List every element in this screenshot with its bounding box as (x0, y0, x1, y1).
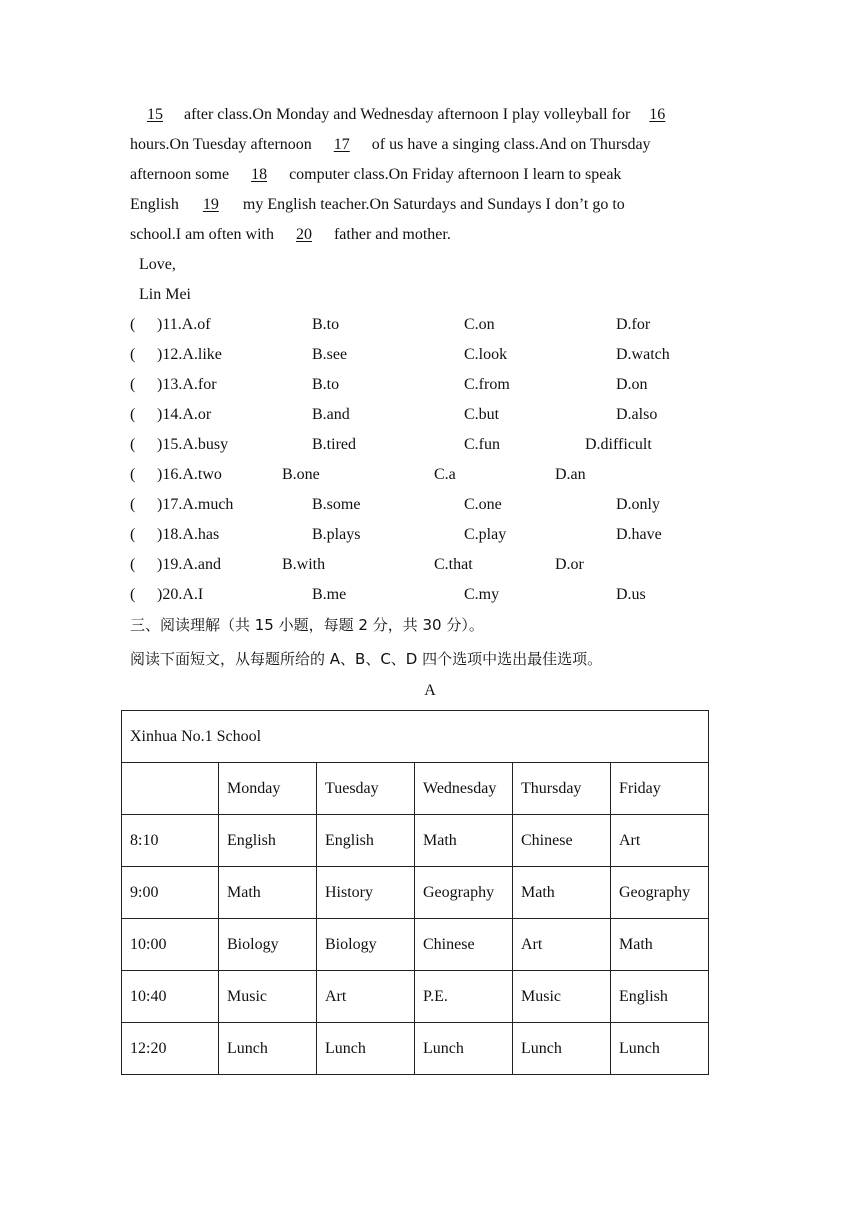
subject-cell: Art (317, 971, 415, 1023)
question-option-c: C.one (464, 496, 502, 513)
table-row (122, 867, 709, 919)
question-row (130, 495, 730, 515)
subject-cell: Chinese (513, 815, 611, 867)
letter-text: my English teacher.On Saturdays and Sundays I don’t go to (238, 196, 625, 213)
subject-cell: P.E. (415, 971, 513, 1023)
subject-cell: English (611, 971, 709, 1023)
letter-line-2 (130, 135, 651, 155)
subject-cell: Math (513, 867, 611, 919)
question-option-a: )19.A.and (157, 556, 221, 573)
subject-cell: History (317, 867, 415, 919)
letter-text: English (130, 196, 183, 213)
subject-cell: Art (611, 815, 709, 867)
question-row (130, 405, 730, 425)
subject-cell: English (219, 815, 317, 867)
question-option-a: )14.A.or (157, 406, 212, 423)
answer-paren: ( (130, 346, 136, 363)
answer-paren: ( (130, 406, 136, 423)
question-option-b: B.with (282, 556, 326, 573)
question-option-d: D.an (555, 466, 586, 483)
subject-cell: Biology (219, 919, 317, 971)
blank-15: 15 (147, 106, 163, 123)
question-option-a: )20.A.I (157, 586, 204, 603)
question-row (130, 585, 730, 605)
timetable-header-row (122, 763, 709, 815)
question-row (130, 465, 730, 485)
question-option-c: C.play (464, 526, 507, 543)
letter-line-3 (130, 165, 621, 185)
letter-line-1 (130, 105, 680, 125)
answer-paren: ( (130, 586, 136, 603)
subject-cell: Geography (611, 867, 709, 919)
subject-cell: Music (513, 971, 611, 1023)
subject-cell: Math (611, 919, 709, 971)
question-option-d: D.only (616, 496, 660, 513)
section-instruction: 阅读下面短文，从每题所给的 A、B、C、D 四个选项中选出最佳选项。 (130, 650, 603, 668)
timetable-corner-cell (122, 763, 219, 815)
question-option-d: D.have (616, 526, 662, 543)
subject-cell: Art (513, 919, 611, 971)
day-header: Tuesday (317, 763, 415, 815)
question-option-d: D.or (555, 556, 584, 573)
question-option-c: C.from (464, 376, 510, 393)
section-heading: 三、阅读理解（共 15 小题，每题 2 分，共 30 分）。 (130, 616, 484, 634)
timetable (121, 710, 709, 1075)
time-cell: 9:00 (122, 867, 219, 919)
subject-cell: English (317, 815, 415, 867)
subject-cell: Geography (415, 867, 513, 919)
letter-text: of us have a singing class.And on Thursday (367, 136, 651, 153)
question-option-b: B.to (312, 376, 340, 393)
timetable-title: Xinhua No.1 School (122, 711, 709, 763)
letter-line-5 (130, 225, 451, 245)
question-option-c: C.on (464, 316, 495, 333)
letter-line-4 (130, 195, 625, 215)
answer-paren: ( (130, 466, 136, 483)
question-option-b: B.some (312, 496, 361, 513)
question-option-b: B.and (312, 406, 350, 423)
question-option-d: D.on (616, 376, 648, 393)
subject-cell: Lunch (317, 1023, 415, 1075)
blank-18: 18 (251, 166, 268, 183)
table-row (122, 1023, 709, 1075)
question-option-c: C.my (464, 586, 500, 603)
day-header: Monday (219, 763, 317, 815)
question-option-d: D.us (616, 586, 646, 603)
question-row (130, 435, 730, 455)
question-option-a: )18.A.has (157, 526, 220, 543)
question-option-d: D.for (616, 316, 651, 333)
question-option-c: C.a (434, 466, 456, 483)
letter-text: father and mother. (329, 226, 451, 243)
time-cell: 12:20 (122, 1023, 219, 1075)
table-row (122, 815, 709, 867)
question-option-d: D.difficult (585, 436, 652, 453)
answer-paren: ( (130, 556, 136, 573)
question-option-b: B.tired (312, 436, 356, 453)
answer-paren: ( (130, 496, 136, 513)
question-option-b: B.see (312, 346, 348, 363)
day-header: Thursday (513, 763, 611, 815)
question-option-c: C.look (464, 346, 508, 363)
question-row (130, 315, 730, 335)
question-option-d: D.watch (616, 346, 670, 363)
subject-cell: Lunch (611, 1023, 709, 1075)
timetable-title-row (122, 711, 709, 763)
question-row (130, 375, 730, 395)
letter-text: computer class.On Friday afternoon I learn to speak (285, 166, 622, 183)
table-row (122, 971, 709, 1023)
blank-17: 17 (333, 136, 350, 153)
question-option-a: )13.A.for (157, 376, 217, 393)
day-header: Friday (611, 763, 709, 815)
question-option-a: )16.A.two (157, 466, 222, 483)
blank-19: 19 (202, 196, 219, 213)
question-option-b: B.one (282, 466, 320, 483)
question-row (130, 555, 730, 575)
letter-signature: Lin Mei (139, 286, 191, 303)
subject-cell: Math (219, 867, 317, 919)
subject-cell: Chinese (415, 919, 513, 971)
question-row (130, 525, 730, 545)
question-row (130, 345, 730, 365)
answer-paren: ( (130, 376, 136, 393)
question-option-b: B.plays (312, 526, 361, 543)
day-header: Wednesday (415, 763, 513, 815)
question-option-a: )15.A.busy (157, 436, 229, 453)
subject-cell: Lunch (219, 1023, 317, 1075)
question-option-b: B.me (312, 586, 347, 603)
question-option-c: C.but (464, 406, 500, 423)
letter-closing: Love, (139, 256, 176, 273)
question-option-a: )17.A.much (157, 496, 234, 513)
letter-text: school.I am often with (130, 226, 278, 243)
time-cell: 10:40 (122, 971, 219, 1023)
subject-cell: Math (415, 815, 513, 867)
subject-cell: Music (219, 971, 317, 1023)
blank-16: 16 (649, 106, 666, 123)
time-cell: 10:00 (122, 919, 219, 971)
blank-20: 20 (295, 226, 312, 243)
answer-paren: ( (130, 436, 136, 453)
answer-paren: ( (130, 526, 136, 543)
question-option-c: C.that (434, 556, 473, 573)
question-option-b: B.to (312, 316, 340, 333)
subject-cell: Lunch (513, 1023, 611, 1075)
subject-cell: Lunch (415, 1023, 513, 1075)
question-option-c: C.fun (464, 436, 500, 453)
question-option-d: D.also (616, 406, 658, 423)
question-option-a: )11.A.of (157, 316, 211, 333)
subject-cell: Biology (317, 919, 415, 971)
question-option-a: )12.A.like (157, 346, 222, 363)
letter-text: afternoon some (130, 166, 234, 183)
letter-text: after class.On Monday and Wednesday afternoon I play volleyball for (180, 106, 635, 123)
table-row (122, 919, 709, 971)
time-cell: 8:10 (122, 815, 219, 867)
letter-text: hours.On Tuesday afternoon (130, 136, 316, 153)
answer-paren: ( (130, 316, 136, 333)
passage-label: A (424, 682, 436, 699)
